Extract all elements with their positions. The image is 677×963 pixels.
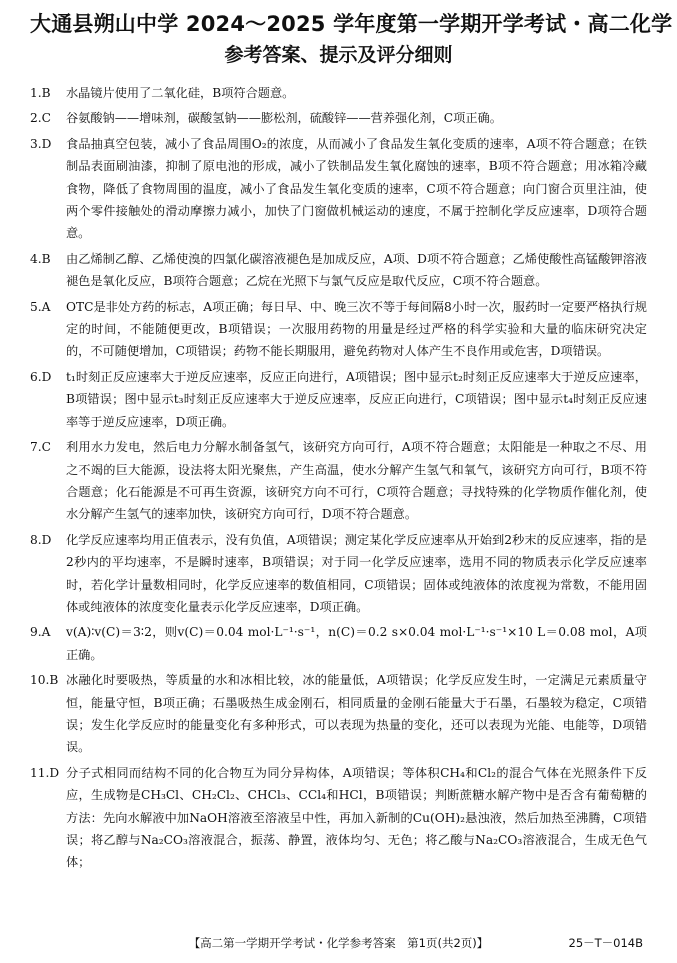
answer-number: 8.D — [30, 532, 52, 547]
answer-item-9 — [30, 621, 647, 666]
answer-text: 水晶镜片使用了二氧化硅，B项符合题意。 — [66, 86, 295, 100]
answer-item-1 — [30, 82, 647, 104]
answer-item-4 — [30, 248, 647, 293]
answer-number: 1.B — [30, 86, 51, 100]
answer-number: 5.A — [30, 299, 51, 314]
answer-item-7 — [30, 436, 647, 526]
answer-item-10 — [30, 669, 647, 759]
answer-item-11 — [30, 762, 647, 874]
answer-text: 化学反应速率均用正值表示，没有负值，A项错误；测定某化学反应速率从开始到2秒末的反应速率，指的是2秒内的平均速率，不是瞬时速率，B项错误；对于同一化学反应速率，选用不同的物质表示化学反应速率时，若化学计量数相同时，化学反应速率的数值相同，C项错误；固体或纯液体的浓度视为常数，不能用固体或纯液体的浓度变化量表示化学反应速率，D项正确。 — [66, 532, 647, 614]
answer-text: 食品抽真空包装，减小了食品周围O₂的浓度，从而减小了食品发生氧化变质的速率，A项不符合题意；在铁制品表面刷油漆，抑制了原电池的形成，减小了铁制品发生氧化腐蚀的速率，B项不符合题意；用冰箱冷藏食物，降低了食物周围的温度，减小了食品发生氧化变质的速率，C项不符合题意；向门窗合页里注油，使两个零件接触处的滑动摩擦力减小，加快了门窗做机械运动的速度，不属于控制化学反应速率，D项符合题意。 — [66, 136, 647, 241]
answer-text: 利用水力发电，然后电力分解水制备氢气，该研究方向可行，A项不符合题意；太阳能是一种取之不尽、用之不竭的巨大能源，设法将太阳光聚焦，产生高温，使水分解产生氢气和氧气，该研究方向可行，B项不符合题意；化石能源是不可再生资源，该研究方向不可行，C项符合题意；寻找特殊的化学物质作催化剂，使水分解产生氢气的速率加快，该研究方向可行，D项不符合题意。 — [66, 440, 647, 522]
answer-number: 2.C — [30, 111, 51, 126]
answer-item-6 — [30, 366, 647, 433]
answer-item-3 — [30, 133, 647, 245]
answer-text: 冰融化时要吸热，等质量的水和冰相比较，冰的能量低，A项错误；化学反应发生时，一定满足元素质量守恒，能量守恒，B项正确；石墨吸热生成金刚石，相同质量的金刚石能量大于石墨，石墨较为稳定，C项错误；发生化学反应时的能量变化有多种形式，可以表现为热量的变化，还可以表现为光能、电能等，D项错误。 — [66, 673, 647, 755]
answer-number: 11.D — [30, 765, 60, 780]
answer-text: 谷氨酸钠——增味剂，碳酸氢钠——膨松剂，硫酸锌——营养强化剂，C项正确。 — [66, 111, 502, 126]
answer-number: 7.C — [30, 440, 51, 455]
answer-text: 由乙烯制乙醇、乙烯使溴的四氯化碳溶液褪色是加成反应，A项、D项不符合题意；乙烯使酸性高锰酸钾溶液褪色是氧化反应，B项符合题意；乙烷在光照下与氯气反应是取代反应，C项不符合题意。 — [66, 251, 647, 289]
answer-number: 4.B — [30, 251, 51, 266]
answer-list — [30, 82, 647, 874]
answer-number: 9.A — [30, 625, 51, 640]
answer-number: 3.D — [30, 136, 52, 151]
answer-text: 分子式相同而结构不同的化合物互为同分异构体，A项错误；等体积CH₄和Cl₂的混合气体在光照条件下反应，生成物是CH₃Cl、CH₂Cl₂、CHCl₃、CCl₄和HCl，B项错误；判断蔗糖水解产物中是否含有葡萄糖的方法：先向水解液中加NaOH溶液至溶液呈中性，再加入新制的Cu(OH)₂悬浊液，然后加热至沸腾，C项错误；将乙醇与Na₂CO₃溶液混合，振荡、静置，液体均匀、无色；将乙酸与Na₂CO₃溶液混合，生成无色气体； — [66, 765, 647, 870]
document-subtitle: 参考答案、提示及评分细则 — [224, 44, 453, 66]
answer-number: 6.D — [30, 369, 52, 384]
answer-text: v(A)∶v(C)＝3∶2，则v(C)＝0.04 mol·L⁻¹·s⁻¹，n(C)＝0.2 s×0.04 mol·L⁻¹·s⁻¹×10 L＝0.08 mol，A项正确。 — [66, 625, 647, 662]
document-title: 大通县朔山中学 2024～2025 学年度第一学期开学考试・高二化学 — [30, 12, 673, 36]
page-footer — [0, 935, 677, 955]
answer-item-8 — [30, 529, 647, 619]
answer-text: OTC是非处方药的标志，A项正确；每日早、中、晚三次不等于每间隔8小时一次，服药时一定要严格执行规定的时间，不能随便更改，B项错误；一次服用药物的用量是经过严格的科学实验和大量的临床研究决定的，不可随便增加，C项错误；药物不能长期服用，避免药物对人体产生不良作用或危害，D项错误。 — [66, 299, 647, 359]
answer-number: 10.B — [30, 673, 59, 688]
answer-item-5 — [30, 296, 647, 363]
answer-item-2 — [30, 107, 647, 129]
footer-code: 25－T－014B — [568, 936, 643, 950]
footer-page-label: 【高二第一学期开学考试・化学参考答案 第1页(共2页)】 — [188, 936, 489, 950]
answer-text: t₁时刻正反应速率大于逆反应速率，反应正向进行，A项错误；图中显示t₂时刻正反应速率大于逆反应速率，B项错误；图中显示t₃时刻正反应速率大于逆反应速率，反应正向进行，C项错误；图中显示t₄时刻正反应速率等于逆反应速率，D项正确。 — [66, 369, 647, 429]
